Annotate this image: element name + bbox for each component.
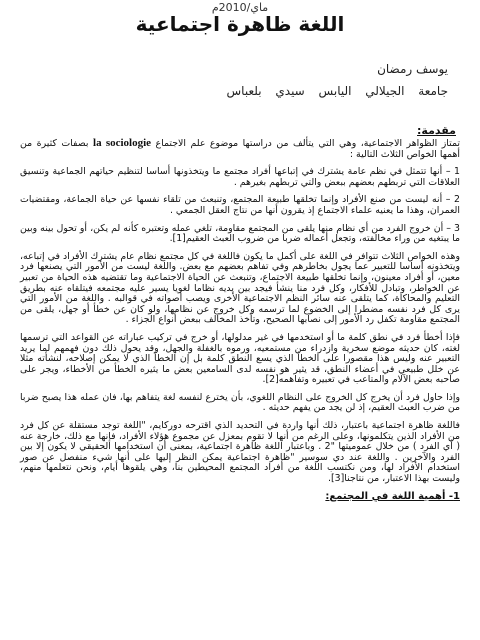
section-heading: 1- أهمية اللغة في المجتمع: [325,490,460,502]
paragraph-durkheim-saussure: فاللغة ظاهرة اجتماعية باعتبار، ذلك أنها واردة في التحديد الذي اقترحه دوركايم، "اللغة توجد مستقلة عن كل فرد من الأفراد الذين يتكلمونها، وعلى الرغم من أنها لا تقوم بمعزل عن مجموع هؤلاء الأفراد، فإنها مع ذلك، خارجة عنه ( أي الفرد ) من خلال عموميتها "2 . وباعتبار اللغة ظاهرة اجتماعية، بمعنى أن استخدامها الحقيقي لا يكون إلا بين الفرد والآخرين . واللغة عند دي سوسير "ظاهرة اجتماعية يمكن النظر إليها على أنها شيء منفصل عن صور استخدام الأفراد لها، ومن نكتسب اللغة من أفراد المجتمع المحيطين بنا، وهي يلقوها أيام، ونحن نتعلمها منهم، وليست بهذا الاعتبار، من نتاجنا[3]. [20,420,460,485]
paragraph-language-properties: وهذه الخواص الثلاث تتوافر في اللغة على أكمل ما يكون فاللغة في كل مجتمع نظام عام يشترك الأفراد في إتباعه، ويتخذونه أساسا للتعبير عما يجول بخاطرهم وفي تفاهم بعضهم مع بعض. واللغة ليست من الأمور التي يصنعها فرد معين، أو أفراد معينون، وإنما تخلقها طبيعة الاجتماع، وتنبعث عن الحياة الاجتماعية وما تقتضيه هذه الحياة من تعبير عن الخواطر، وتبادل للأفكار، وكل فرد منا ينشأ فيجد بين يديه نظاما لغويا يسير عليه مجتمعه فيتلقاه عنه بطريق التعليم والمحاكاة، كما يتلقى عنه سائر النظم الاجتماعية الأخرى ويصب أصواته في قوالبه . واللغة من الأمور التي يرى كل فرد نفسه مضطرا إلى الخضوع لما ترسمه وكل خروج عن نظامها، ولو كان عن خطأ أو جهل، يلقى من المجتمع مقاومة تكفل رد الأمور إلى نصابها الصحيح، وتأخذ المخالف ببعض أنواع الجزاء . [20,250,460,326]
paragraph-invention: وإذا حاول فرد أن يخرج كل الخروج على النظام اللغوي، بأن يخترع لنفسه لغة يتفاهم بها، فان عمله هذا يصبح ضربا من ضرب العبث العقيم، إذ لن يجد من يفهم حديثه . [20,391,460,414]
paragraph-errors: فإذا أخطأ فرد في نطق كلمة ما أو استخدمها في غير مدلولها، أو خرج في تركيب عباراته عن القواعد التي ترسمها لغته، كان حديثه موضع سخرية وازدراء من مستمعيه، ورموه بالغفلة والجهل، وقد يحول ذلك دون فهمهم لما يريد التعبير عنه وليس هذا مقصورا على الخطأ الذي يسع النطق كلمة بل إن الخطأ الذي لا يمكن إصلاحه، لنشأته مثلا عن خلل طبيعي في أعضاء النطق، قد يثير هو نفسه لدى السامعين بعض ما يثيره الخطأ من الأخطاء، ويجر على صاحبه بعض الآلام والمتاعب في تعبيره وتفاهمه[2]. [20,331,460,386]
paragraph-property-2: 2 – أنه ليست من صنع الأفراد وإنما تخلقها طبيعة المجتمع، وتنبعث من تلقاء نفسها عن حياة الجماعة، ومقتضيات العمران، وهذا ما يعنيه علماء الاجتماع إذ يقرون أنها من نتاج العقل الجمعي . [20,194,460,216]
paragraph-property-1: 1 – أنها تتمثل في نظم عامة يشترك في إتباعها أفراد مجتمع ما ويتخذونها أساسا لتنظيم حياتهم الجماعية وتنسيق العلاقات التي تربطهم بعضهم ببعض والتي تربطهم بغيرهم . [20,166,460,188]
article-title: اللغة ظاهرة اجتماعية [135,12,345,36]
latin-term: la sociologie [93,137,152,149]
article-body [20,138,460,502]
author-name: يوسف رمضان [377,62,448,76]
paragraph-intro [20,138,460,160]
intro-text-end: بصفات كثيرة من أهمها الخواص الثلاث التالية : [20,138,460,160]
intro-heading: مقدمة: [417,124,456,137]
intro-text-start: تمتاز الظواهر الاجتماعية، وهي التي يتألف من دراستها موضوع علم الاجتماع [151,138,460,149]
paragraph-property-3: 3 – أن خروج الفرد من أي نظام منها يلقى من المجتمع مقاومة، تلغي عمله وتعتبره كأنه لم يكن، أو تحول بينه وبين ما يبتغيه من وراء مخالفته، وتجعل أعماله ضربا من ضروب العبث العقيم[1]. [20,222,460,245]
date-line: ماي/2010م [211,1,269,14]
author-affiliation: جامعة الجيلالي اليابس سيدي بلعباس [226,84,448,98]
